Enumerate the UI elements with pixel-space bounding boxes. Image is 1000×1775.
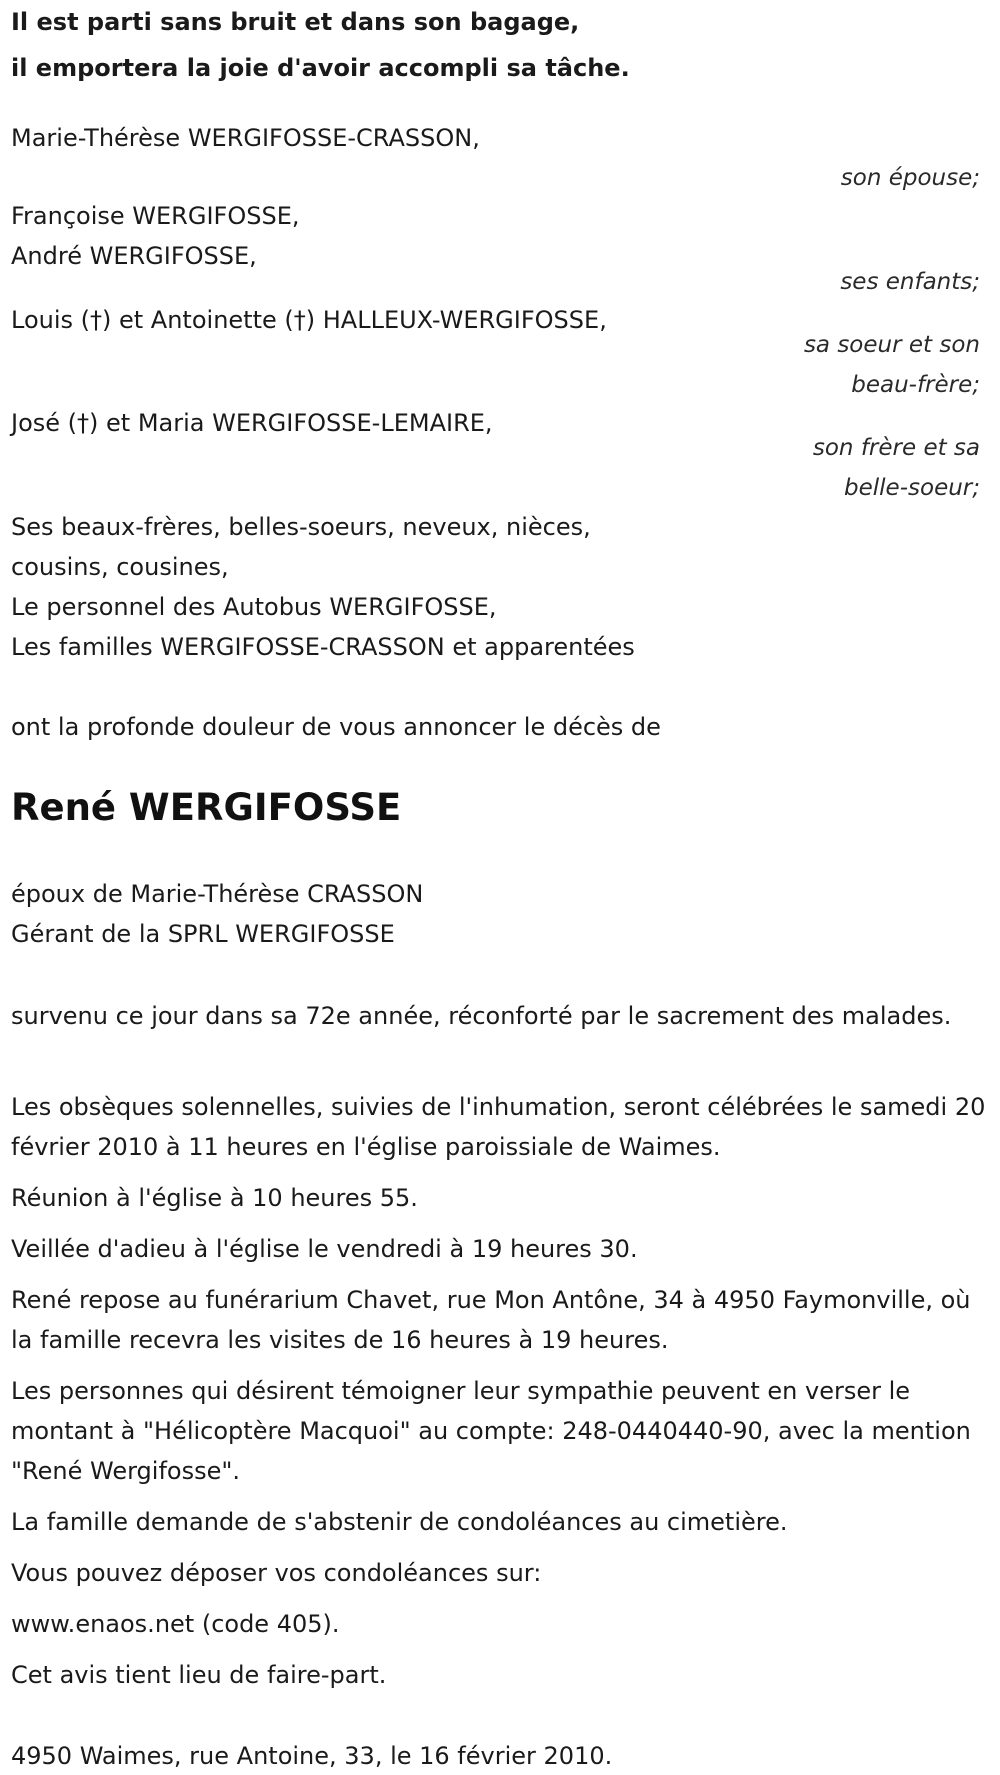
detail-paragraph-cemetery: La famille demande de s'abstenir de condoléances au cimetière. <box>11 1508 788 1536</box>
deceased-title: Gérant de la SPRL WERGIFOSSE <box>11 920 395 948</box>
spouse-role: son épouse; <box>840 165 980 191</box>
condolences-website-link[interactable]: www.enaos.net (code 405). <box>11 1610 340 1638</box>
quote-line-1: Il est parti sans bruit et dans son bagage, <box>11 8 580 36</box>
others-line-3: Le personnel des Autobus WERGIFOSSE, <box>11 593 497 621</box>
detail-paragraph-age: survenu ce jour dans sa 72e année, réconforté par le sacrement des malades. <box>11 1002 952 1030</box>
sister-role-line-1: sa soeur et son <box>803 332 980 358</box>
child-name-1: Françoise WERGIFOSSE, <box>11 202 300 230</box>
detail-paragraph-vigil: Veillée d'adieu à l'église le vendredi à 19 heures 30. <box>11 1235 638 1263</box>
children-role: ses enfants; <box>840 269 980 295</box>
brother-role-line-1: son frère et sa <box>812 435 980 461</box>
detail-paragraph-notice: Cet avis tient lieu de faire-part. <box>11 1661 387 1689</box>
others-line-1: Ses beaux-frères, belles-soeurs, neveux, nièces, <box>11 513 591 541</box>
sister-names: Louis (†) et Antoinette (†) HALLEUX-WERGIFOSSE, <box>11 306 607 334</box>
deceased-name: René WERGIFOSSE <box>11 786 402 829</box>
deceased-spouse-of: époux de Marie-Thérèse CRASSON <box>11 880 424 908</box>
address-date-line: 4950 Waimes, rue Antoine, 33, le 16 février 2010. <box>11 1742 613 1770</box>
others-line-4: Les familles WERGIFOSSE-CRASSON et apparentées <box>11 633 635 661</box>
detail-paragraph-condolences: Vous pouvez déposer vos condoléances sur: <box>11 1559 542 1587</box>
others-line-2: cousins, cousines, <box>11 553 229 581</box>
child-name-2: André WERGIFOSSE, <box>11 242 257 270</box>
detail-paragraph-funeral: Les obsèques solennelles, suivies de l'inhumation, seront célébrées le samedi 20 février 2010 à 11 heures en l'église paroissiale de Waimes. <box>11 1093 986 1161</box>
detail-paragraph-funeral-home: René repose au funérarium Chavet, rue Mon Antône, 34 à 4950 Faymonville, où la famille recevra les visites de 16 heures à 19 heures. <box>11 1286 971 1354</box>
brother-names: José (†) et Maria WERGIFOSSE-LEMAIRE, <box>11 409 493 437</box>
announcement-text: ont la profonde douleur de vous annoncer le décès de <box>11 713 661 741</box>
detail-paragraph-meeting: Réunion à l'église à 10 heures 55. <box>11 1184 418 1212</box>
detail-paragraph-donation: Les personnes qui désirent témoigner leur sympathie peuvent en verser le montant à "Hélicoptère Macquoi" au compte: 248-0440440-90, avec la mention "René Wergifosse". <box>11 1377 971 1485</box>
sister-role-line-2: beau-frère; <box>851 372 980 398</box>
brother-role-line-2: belle-soeur; <box>844 475 980 501</box>
spouse-name: Marie-Thérèse WERGIFOSSE-CRASSON, <box>11 124 480 152</box>
quote-line-2: il emportera la joie d'avoir accompli sa tâche. <box>11 54 630 82</box>
